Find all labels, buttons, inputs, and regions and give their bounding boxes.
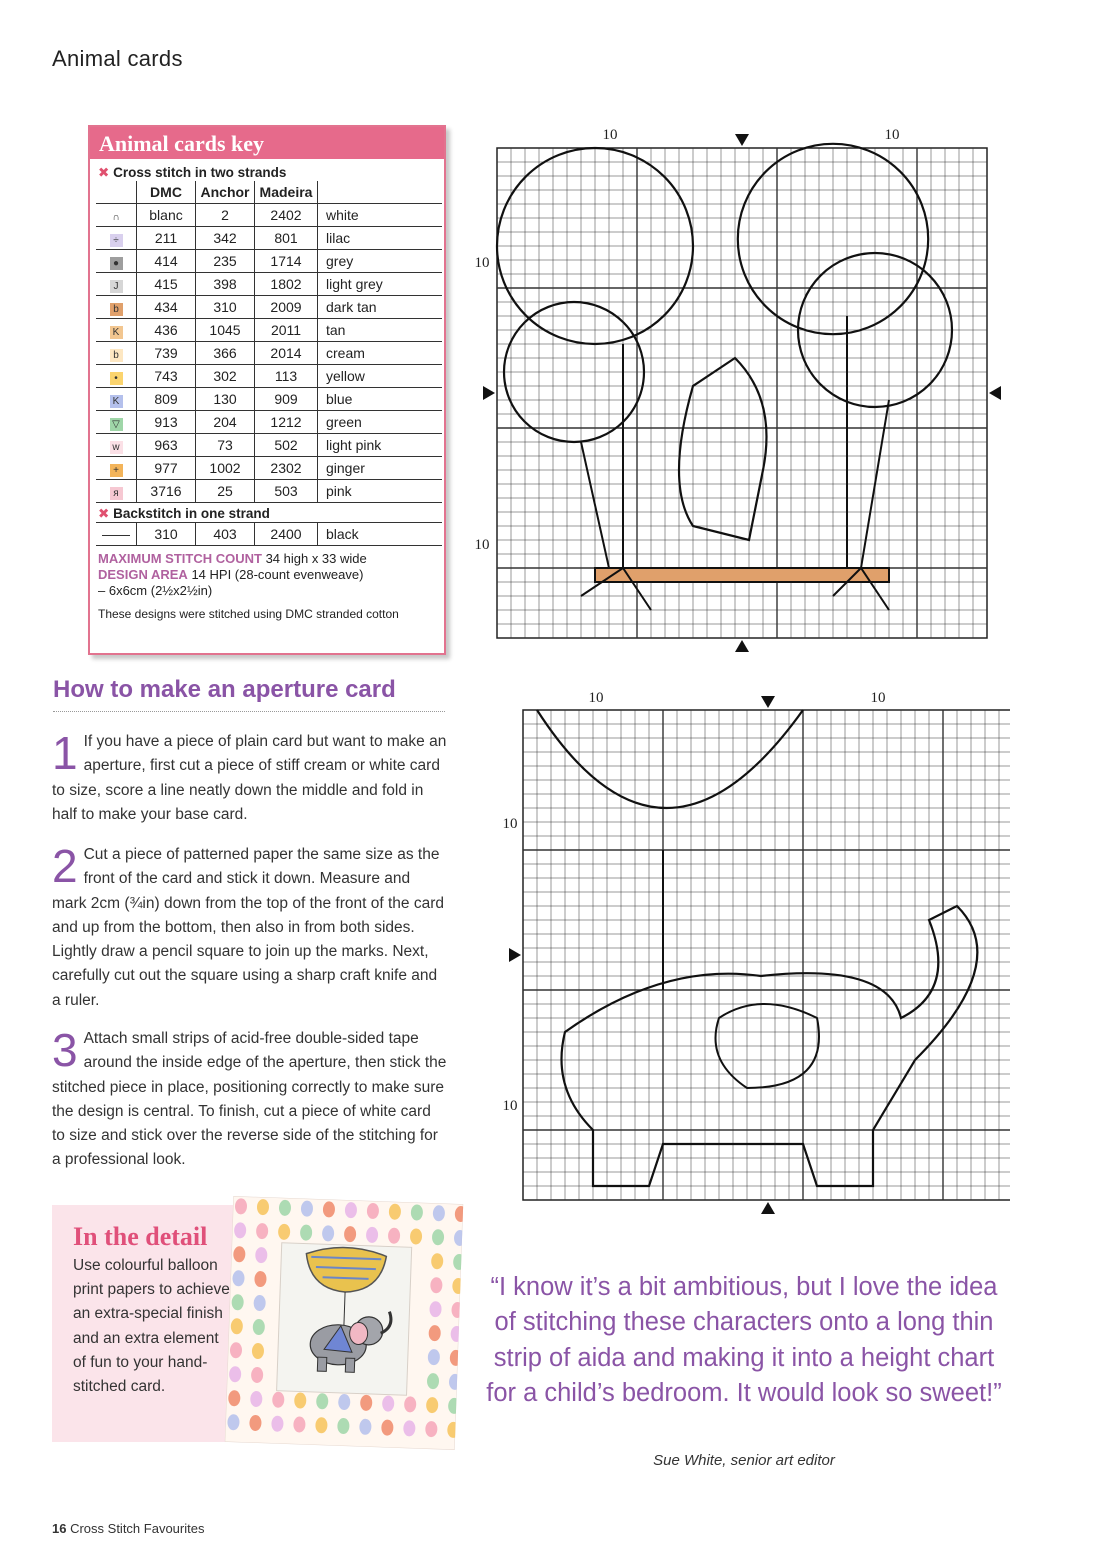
page-number: 16 [52,1521,67,1536]
thread-symbol-icon: ∩ [110,211,123,224]
key-row: + 977 1002 2302 ginger [96,457,442,480]
magazine-name: Cross Stitch Favourites [70,1521,205,1536]
thread-symbol-icon: ▽ [110,418,123,431]
divider [53,711,445,712]
key-row: K 436 1045 2011 tan [96,319,442,342]
key-row: b 739 366 2014 cream [96,342,442,365]
chart-grid-label: 10 [474,255,490,271]
backstitch-line-icon: —— [96,523,137,546]
section-title: Animal cards [52,46,183,71]
center-arrow-icon [761,1202,775,1214]
thread-symbol-icon: b [110,349,123,362]
cross-stitch-charts [470,115,1010,1235]
thread-symbol-icon: J [110,280,123,293]
center-arrow-icon [735,134,749,146]
step-1: 1 If you have a piece of plain card but want to make an aperture, first cut a piece of stiff cream or white card to size, score a line neatly down the middle and fold in half to make your base card. [52,727,447,823]
max-stitch-count: MAXIMUM STITCH COUNT 34 high x 33 wide [98,551,367,566]
center-arrow-icon [989,386,1001,400]
cross-icon: ✖ [98,165,110,180]
thread-symbol-icon: я [110,487,123,500]
card-photo [225,1196,463,1450]
chart-grid-label: 10 [474,537,490,553]
center-arrow-icon [483,386,495,400]
design-area: DESIGN AREA 14 HPI (28-count evenweave) – 6x6cm (2½x2½in) [98,567,364,598]
key-row: ● 414 235 1714 grey [96,250,442,273]
chart-grid-label: 10 [870,690,886,706]
chart-elephant [503,690,1011,1214]
key-row: • 743 302 113 yellow [96,365,442,388]
key-box [88,125,446,655]
key-table-header: DMC Anchor Madeira [96,181,442,204]
cross-icon: ✖ [98,506,110,521]
chart-grid-label: 10 [588,690,604,706]
quote-attribution: Sue White, senior art editor [653,1452,835,1469]
chart-grid-label: 10 [884,127,900,143]
thread-symbol-icon: • [110,372,123,385]
thread-symbol-icon: w [110,441,123,454]
thread-symbol-icon: ● [110,257,123,270]
key-row: ∩ blanc 2 2402 white [96,204,442,227]
page-footer [52,1521,204,1536]
backstitch-table [96,522,442,546]
step-2: 2 Cut a piece of patterned paper the same size as the front of the card and stick it down. Measure and mark 2cm (¾in) down from the top of the front of the card and up from the bottom, then also in from both sides. Lightly draw a pencil square to join up the marks. Next, carefully cut out the square using a sharp craft knife and a ruler. [52,840,444,1009]
key-note: These designs were stitched using DMC stranded cotton [98,607,399,621]
step-3: 3 Attach small strips of acid-free double-sided tape around the inside edge of the aperture, then stick the stitched piece in place, positioning correctly to make sure the design is central. To finish, cut a piece of white card to size and stick over the reverse side of the stitching for a professional look. [52,1024,447,1169]
key-table [96,181,442,503]
key-row: ÷ 211 342 801 lilac [96,227,442,250]
cross-stitch-label: ✖ Cross stitch in two strands [98,165,287,180]
key-row: J 415 398 1802 light grey [96,273,442,296]
key-row: я 3716 25 503 pink [96,480,442,503]
thread-symbol-icon: b [110,303,123,316]
key-row: ▽ 913 204 1212 green [96,411,442,434]
backstitch-row: —— 310 403 2400 black [96,523,442,546]
chart-balloons-dog [475,127,1002,652]
center-arrow-icon [735,640,749,652]
center-arrow-icon [761,696,775,708]
quote-text: “I know it’s a bit ambitious, but I love the idea of stitching these characters onto a long thin strip of aida and making it into a height chart for a child’s bedroom. It would look so sweet!” [486,1273,1002,1407]
detail-title: In the detail [73,1222,208,1251]
key-title: Animal cards key [90,127,444,159]
howto-title: How to make an aperture card [53,676,396,703]
detail-text: Use colourful balloon print papers to achieve an extra-special finish and an extra element of fun to your hand-stitched card. [73,1257,230,1396]
thread-symbol-icon: K [110,395,123,408]
center-arrow-icon [509,948,521,962]
chart-grid-label: 10 [602,127,618,143]
key-row: b 434 310 2009 dark tan [96,296,442,319]
backstitch-label: ✖ Backstitch in one strand [98,506,270,521]
thread-symbol-icon: + [110,464,123,477]
chart-grid-label: 10 [502,1098,518,1114]
thread-symbol-icon: K [110,326,123,339]
thread-symbol-icon: ÷ [110,234,123,247]
key-row: K 809 130 909 blue [96,388,442,411]
key-row: w 963 73 502 light pink [96,434,442,457]
chart-grid-label: 10 [502,816,518,832]
